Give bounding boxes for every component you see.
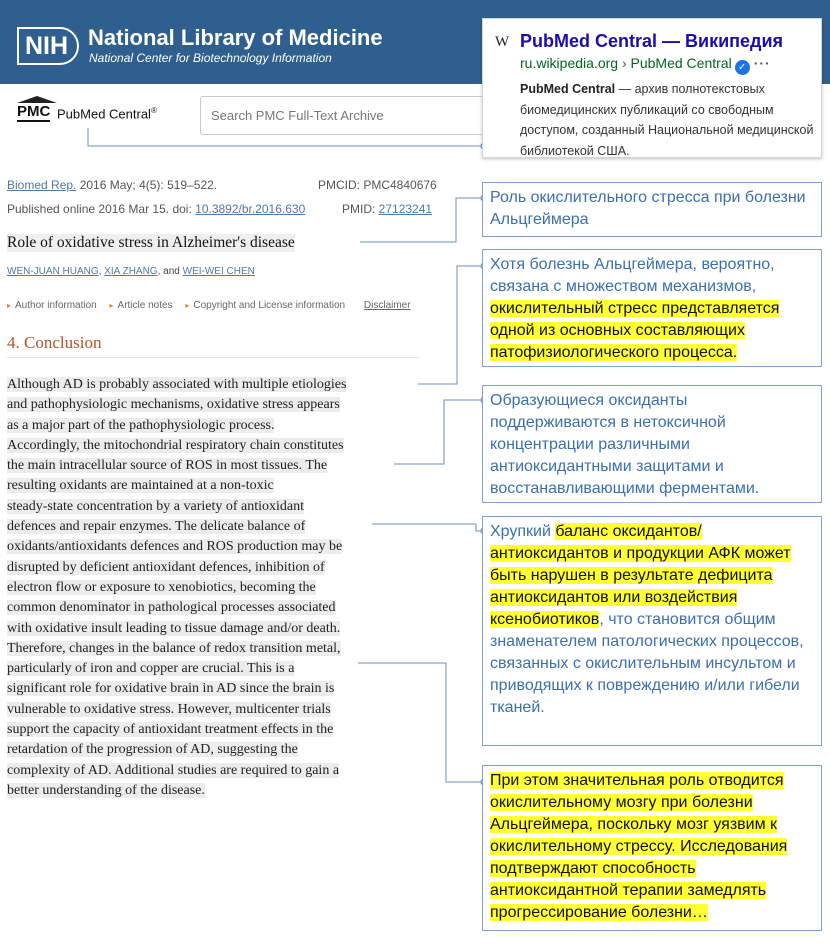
conclusion-paragraph [7,375,422,801]
wikipedia-card[interactable] [482,18,822,158]
desc-bold: PubMed Central [520,82,616,96]
body-line: resulting oxidants are maintained at a non-toxic [7,478,274,494]
nih-logo[interactable]: NIH [17,27,79,65]
pmc-name [57,106,157,121]
body-line: oxidants/antioxidants defences and ROS production may be [7,539,343,555]
author-separator: , and [157,266,183,277]
pmc-abbr: PMC [17,103,51,120]
body-line: electron flow or exposure to xenobiotics, becoming the [7,579,316,595]
more-options-icon[interactable]: ··· [753,55,771,71]
published-line [7,202,305,216]
doi-link[interactable]: 10.3892/br.2016.630 [195,202,306,216]
translation-text: Хотя болезнь Альцгеймера, вероятно, связана с множеством механизмов, [490,256,775,295]
pmc-registered-mark: ® [150,106,157,115]
body-line: vulnerable to oxidative stress. However, multicenter trials [7,701,331,717]
wikipedia-w-icon: W [495,34,510,50]
body-line: the main intracellular source of ROS in most tissues. The [7,458,328,474]
body-line: Therefore, changes in the balance of redox transition metal, [7,640,341,656]
body-line: significant role for oxidative brain in AD since the brain is [7,681,335,697]
translation-box-1 [482,182,822,237]
translation-box-2 [482,249,822,367]
translation-box-5 [482,765,822,931]
citation-line [7,178,217,192]
triangle-right-icon: ▸ [109,301,114,310]
published-text: Published online 2016 Mar 15. doi: [7,202,196,216]
wikipedia-title-link[interactable]: PubMed Central — Википедия [520,31,784,51]
body-line: disrupted by deficient antioxidant defences, inhibition of [7,559,325,575]
connector-line [418,266,484,384]
triangle-right-icon: ▸ [185,301,190,310]
pmid-line [342,202,432,216]
author-link[interactable]: WEN-JUAN HUANG [7,266,99,277]
pmc-roof-icon [17,96,57,103]
body-line: particularly of iron and copper are crucial. This is a [7,661,295,677]
body-line: as a major part of the pathophysiologic process. [7,417,275,433]
toggle-label: Article notes [117,300,173,311]
translation-box-3 [482,385,822,503]
body-line: Although AD is probably associated with multiple etiologies [7,377,347,392]
pmc-name-text: PubMed Central [57,106,151,122]
body-line: common denominator in pathological processes associated [7,600,336,616]
translation-text: , что становится общим знаменателем патологических процессов, связанных с окислительным инсультом и приводящих к повреждению и/или гибели тканей. [490,611,804,716]
translation-box-4 [482,516,822,746]
translation-text: Хрупкий [490,523,556,540]
toggle-label: Author information [15,300,97,311]
author-separator: , [98,266,105,277]
body-line: better understanding of the disease. [7,782,205,798]
pmcid: PMCID: PMC4840676 [318,178,437,192]
body-line: and pathophysiologic mechanisms, oxidative stress appears [7,397,340,413]
author-link[interactable]: WEI-WEI CHEN [182,266,255,277]
nih-subtitle: National Center for Biotechnology Information [89,51,332,65]
wikipedia-description [520,79,815,161]
article-info-links [7,300,411,311]
body-line: Accordingly, the mitochondrial respiratory chain constitutes [7,437,344,453]
body-line: complexity of AD. Additional studies are required to gain a [7,762,340,778]
article-notes-toggle[interactable] [110,300,173,311]
pmid-link[interactable]: 27123241 [378,202,433,216]
author-link[interactable]: XIA ZHANG [104,266,158,277]
desc-text: — архив полнотекстовых биомедицинских публикаций со свободным доступом, созданный Национальной медицинской библиотекой США. [520,82,814,158]
translation-text: Роль окислительного стресса при болезни Альцгеймера [490,189,806,228]
translation-highlight: баланс оксидантов/антиоксидантов и продукции АФК может быть нарушен в результате дефицита антиоксидантов или воздействия ксенобиотиков [490,523,791,628]
nih-title[interactable]: National Library of Medicine [88,25,383,50]
body-line: steady-state concentration by a variety of antioxidant [7,498,305,514]
wikipedia-url[interactable] [520,55,771,75]
body-line: support the capacity of antioxidant treatment effects in the [7,722,334,738]
body-line: retardation of the progression of AD, suggesting the [7,742,298,758]
section-heading: 4. Conclusion [7,333,419,358]
translation-highlight: окислительный стресс представляется одной из основных составляющих патофизиологического процесса. [490,300,780,361]
body-line: defences and repair enzymes. The delicate balance of [7,519,306,535]
author-list [7,266,255,277]
search-box[interactable] [200,96,500,135]
pmid-label: PMID: [342,202,379,216]
url-separator: › [618,55,631,71]
journal-link[interactable]: Biomed Rep. [7,178,77,192]
author-information-toggle[interactable] [7,300,97,311]
url-path: PubMed Central [630,55,732,71]
article-title: Role of oxidative stress in Alzheimer's disease [7,234,295,251]
pmc-logo[interactable] [17,96,167,130]
translation-highlight: При этом значительная роль отводится окислительному мозгу при болезни Альцгеймера, поскольку мозг уязвим к окислительному стрессу. Исследования подтверждают способность антиоксидантной терапии замедлять прогрессирование болезни… [490,772,788,921]
citation-issue: 2016 May; 4(5): 519–522. [76,178,218,192]
search-input[interactable] [201,97,499,134]
triangle-right-icon: ▸ [7,301,12,310]
verified-check-icon: ✓ [735,60,750,75]
disclaimer-link[interactable]: Disclaimer [363,300,411,311]
toggle-label: Copyright and License information [193,300,346,311]
copyright-toggle[interactable] [185,300,345,311]
translation-text: Образующиеся оксиданты поддерживаются в нетоксичной концентрации различными антиоксидантными защитами и восстанавливающими ферментами. [490,392,760,497]
body-line: with oxidative insult leading to tissue damage and/or death. [7,620,341,636]
url-domain: ru.wikipedia.org [520,55,619,71]
